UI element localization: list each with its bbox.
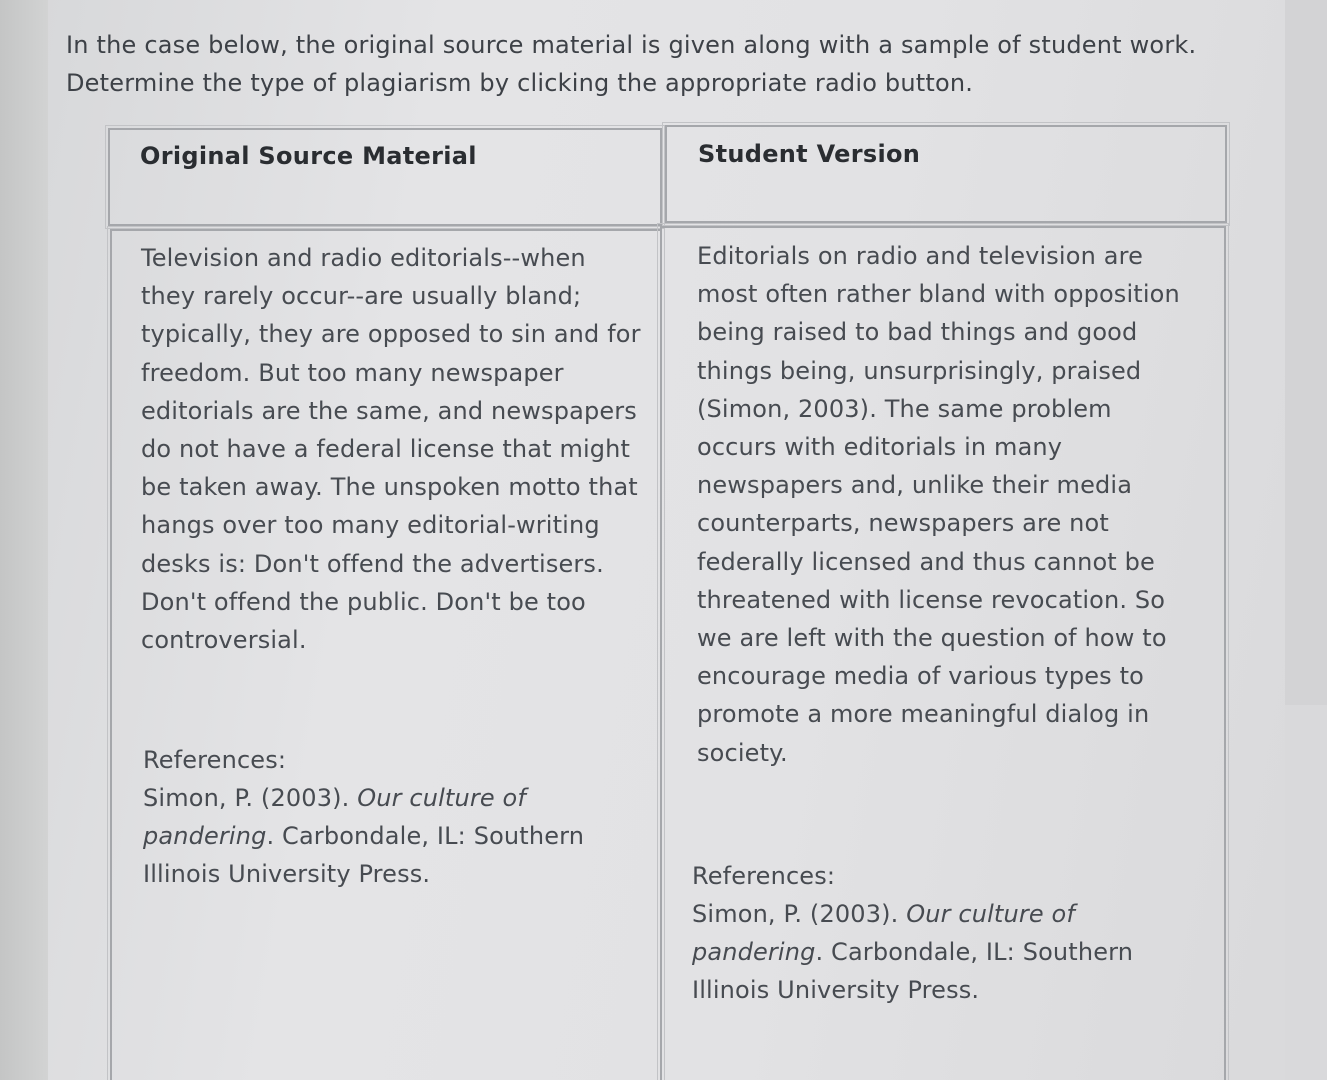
scrollbar-track[interactable] (1285, 0, 1327, 705)
student-passage: Editorials on radio and television are most often rather bland with opposition being raised to bad things and good things being, unsurprisingly, praised (Simon, 2003). The same problem occurs with editorials in many newspapers and, unlike their media counterparts, newspapers are not federally licensed and thus cannot be threatened with license revocation. So we are left with the question of how to encourage media of various types to promote a more meaningful dialog in society. (697, 242, 1180, 767)
student-citation-author: Simon, P. (2003). (692, 900, 907, 928)
original-column-header: Original Source Material (140, 142, 477, 170)
original-passage: Television and radio editorials--when they rarely occur--are usually bland; typically, they are opposed to sin and for freedom. But too many newspaper editorials are the same, and newspapers do not have a federal license that might be taken away. The unspoken motto that hangs over too many editorial-writing desks is: Don't offend the advertisers. Don't offend the public. Don't be too controversial. (141, 244, 641, 655)
student-references (692, 857, 1162, 1009)
original-citation-title: Our culture of pandering (143, 784, 526, 850)
student-references-label: References: (692, 862, 836, 890)
original-references (143, 741, 613, 893)
instructions-line-2: Determine the type of plagiarism by clicking the appropriate radio button. (66, 69, 974, 97)
original-citation-author: Simon, P. (2003). (143, 784, 358, 812)
student-citation-publisher: . Carbondale, IL: Southern Illinois University Press. (692, 938, 1134, 1004)
student-column-header: Student Version (698, 140, 921, 168)
original-references-label: References: (143, 746, 287, 774)
monitor-bezel-left (0, 0, 48, 1080)
instructions-text (66, 26, 1206, 102)
page-edge-right (1285, 705, 1327, 1080)
original-citation-publisher: . Carbondale, IL: Southern Illinois University Press. (143, 822, 585, 888)
instructions-line-1: In the case below, the original source material is given along with a sample of student work. (66, 31, 1197, 59)
student-citation-title: Our culture of pandering (692, 900, 1075, 966)
